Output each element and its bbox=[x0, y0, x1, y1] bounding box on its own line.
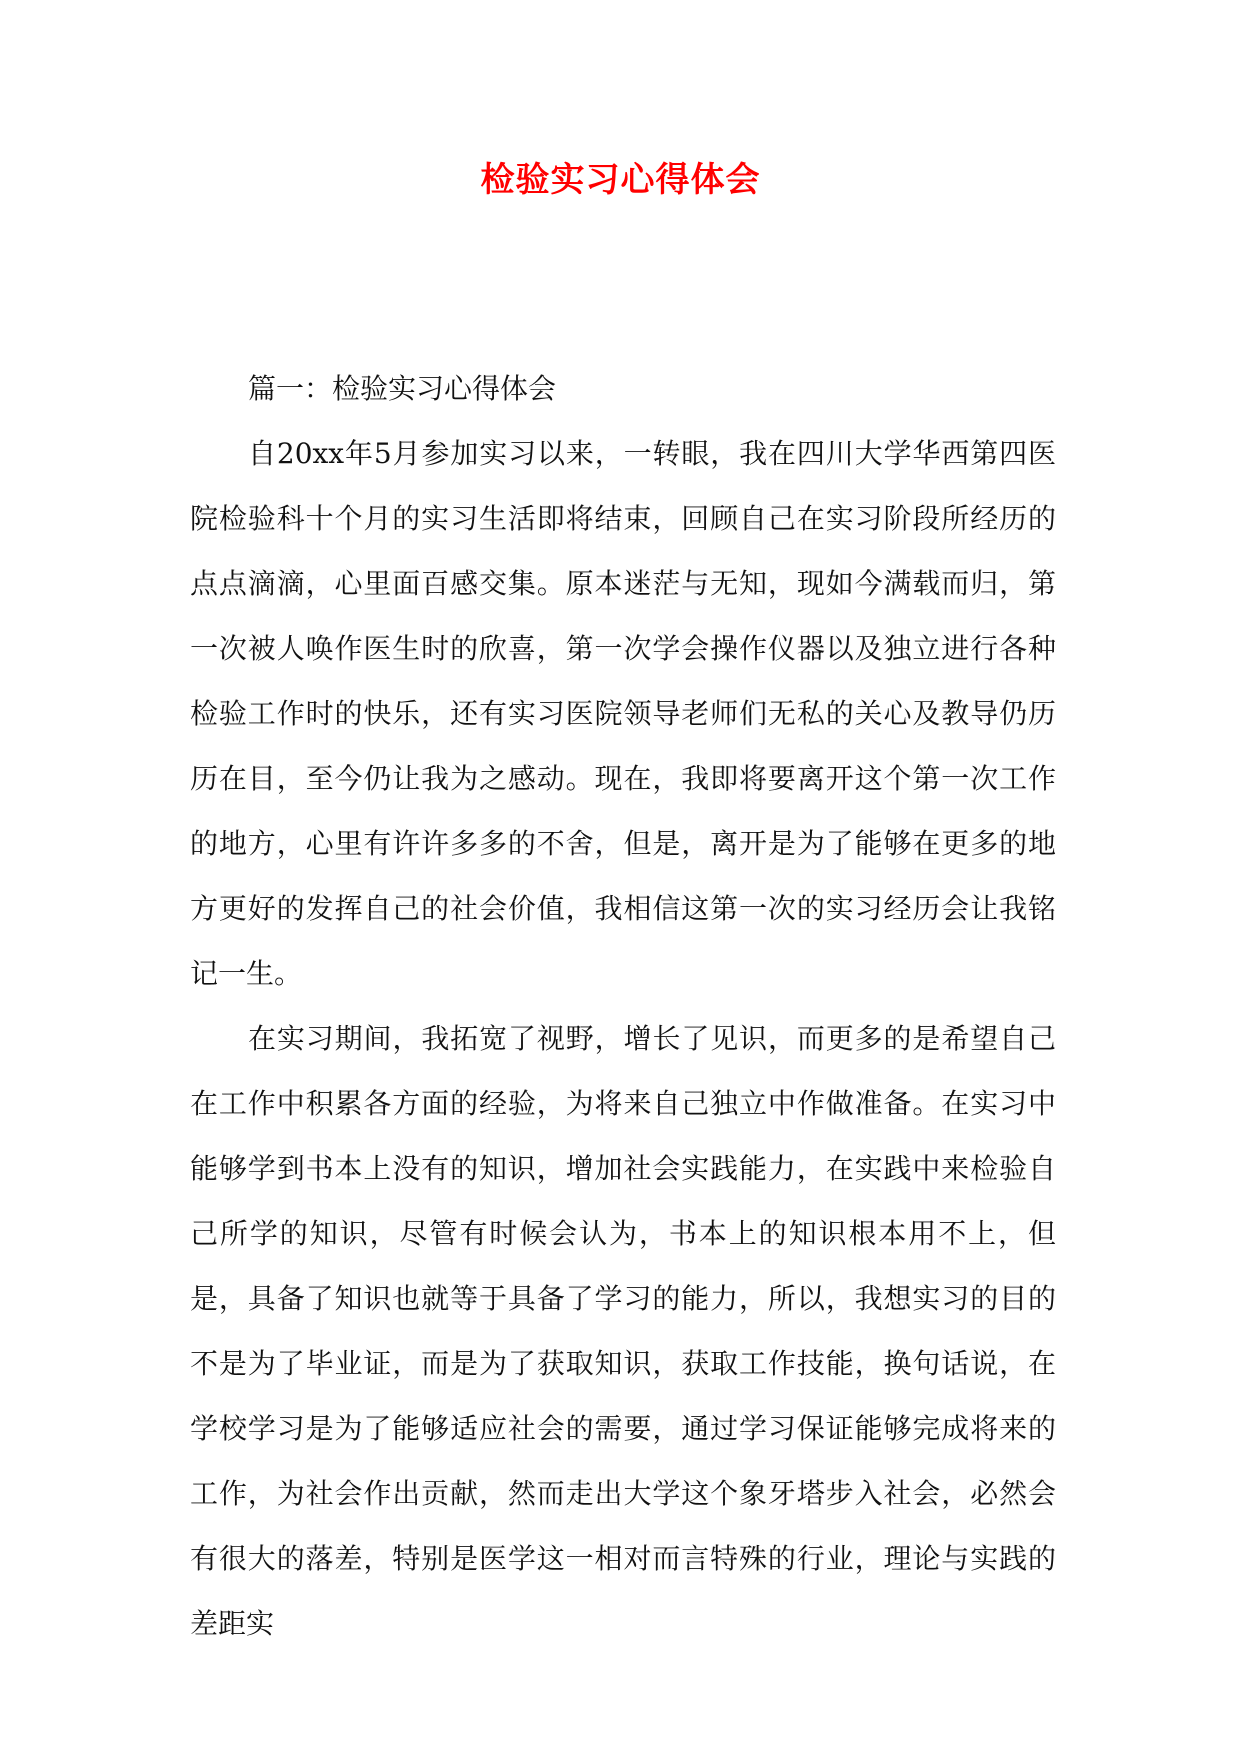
body-paragraph: 在实习期间，我拓宽了视野，增长了见识，而更多的是希望自己在工作中积累各方面的经验，为将来自己独立中作做准备。在实习中能够学到书本上没有的知识，增加社会实践能力，在实践中来检验自己所学的知识，尽管有时候会认为，书本上的知识根本用不上，但是，具备了知识也就等于具备了学习的能力，所以，我想实习的目的不是为了毕业证，而是为了获取知识，获取工作技能，换句话说，在学校学习是为了能够适应社会的需要，通过学习保证能够完成将来的工作，为社会作出贡献，然而走出大学这个象牙塔步入社会，必然会有很大的落差，特别是医学这一相对而言特殊的行业，理论与实践的差距实 bbox=[190, 1022, 1056, 1640]
section-heading: 篇一：检验实习心得体会 bbox=[248, 372, 557, 405]
document-title: 检验实习心得体会 bbox=[480, 160, 761, 200]
document-body bbox=[190, 356, 1056, 1656]
body-paragraph: 自20xx年5月参加实习以来，一转眼，我在四川大学华西第四医院检验科十个月的实习生活即将结束，回顾自己在实习阶段所经历的点点滴滴，心里面百感交集。原本迷茫与无知，现如今满载而归，第一次被人唤作医生时的欣喜，第一次学会操作仪器以及独立进行各种检验工作时的快乐，还有实习医院领导老师们无私的关心及教导仍历历在目，至今仍让我为之感动。现在，我即将要离开这个第一次工作的地方，心里有许许多多的不舍，但是，离开是为了能够在更多的地方更好的发挥自己的社会价值，我相信这第一次的实习经历会让我铭记一生。 bbox=[190, 437, 1056, 990]
